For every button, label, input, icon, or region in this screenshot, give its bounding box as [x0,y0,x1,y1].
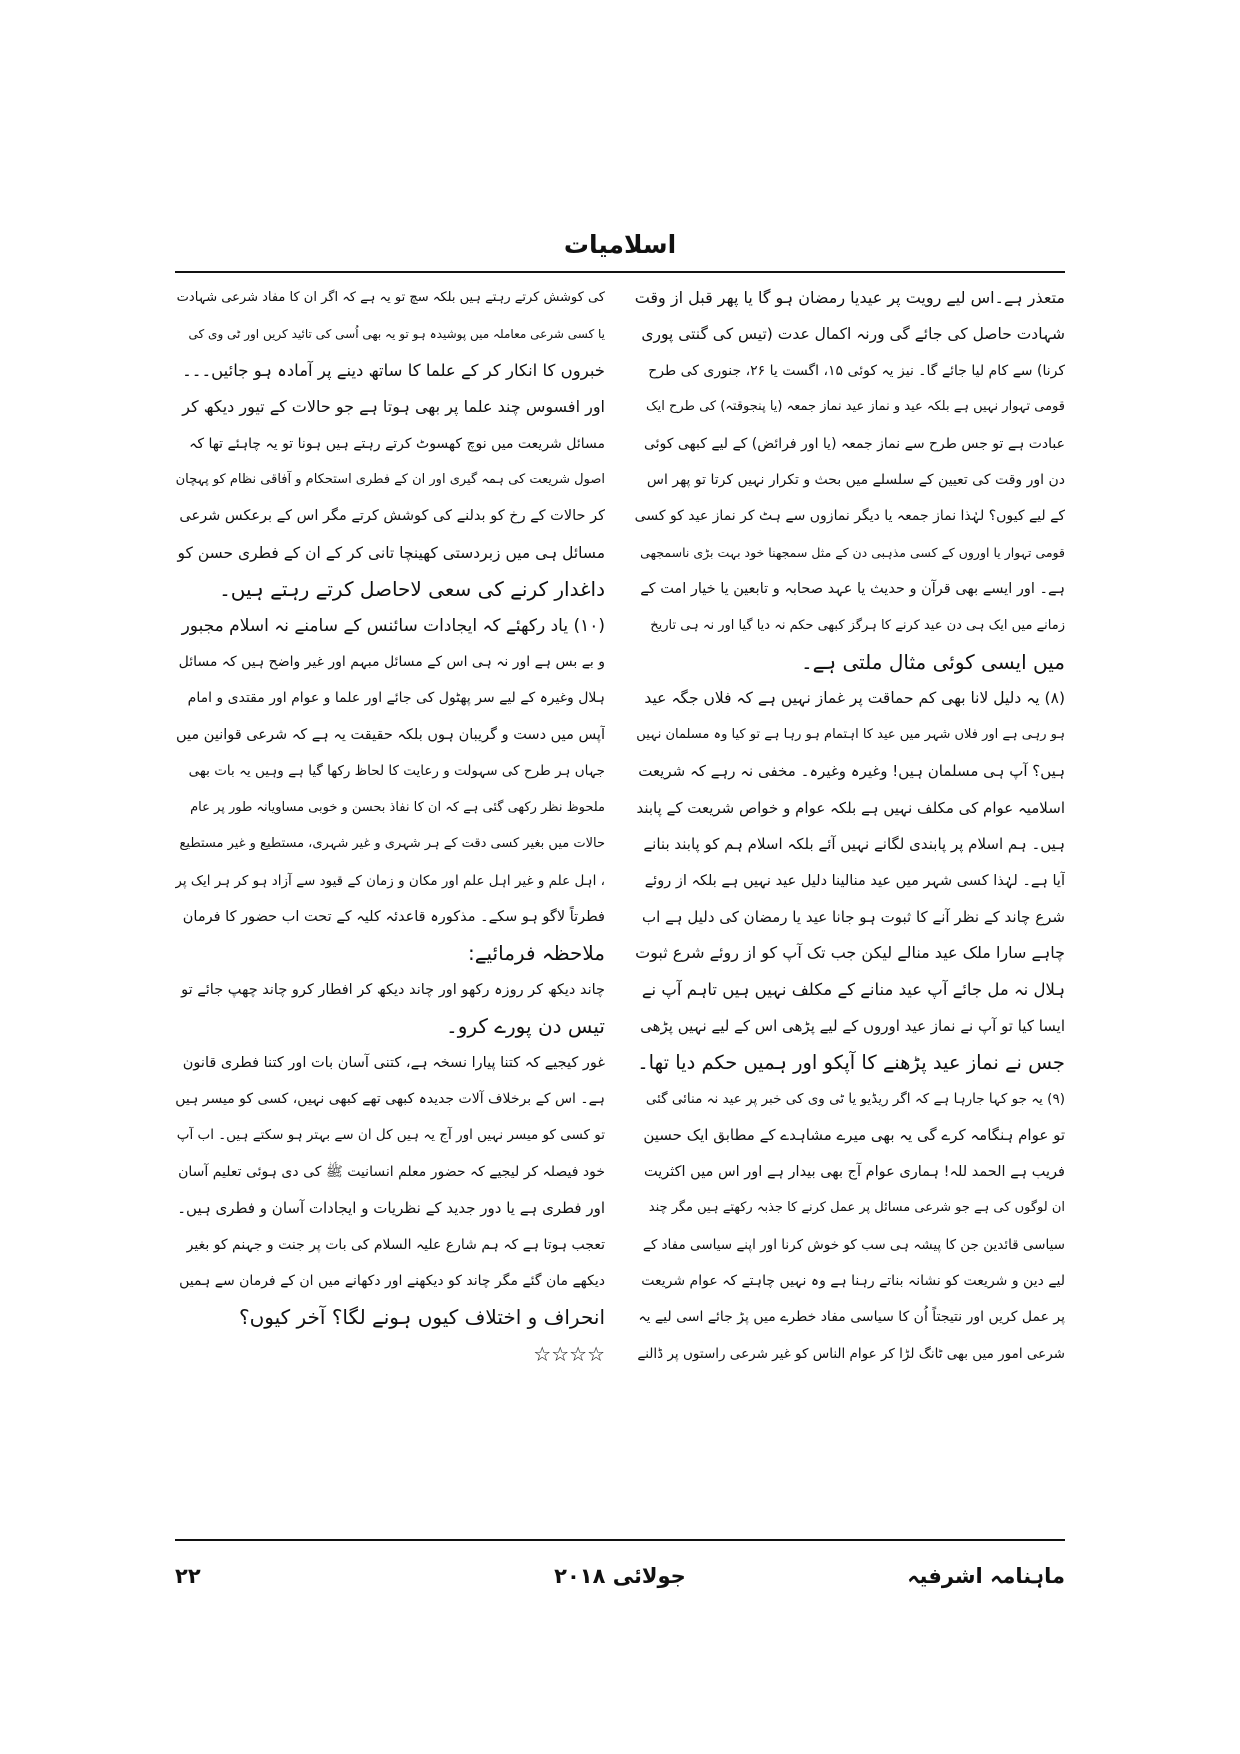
text-line: آیا ہے۔ لہٰذا کسی شہر میں عید منالینا دلیل عید نہیں ہے بلکہ از روئے [644,872,1065,889]
section-title: اسلامیات [563,230,677,259]
magazine-name: ماہنامہ اشرفیہ [907,1564,1065,1588]
text-line: ہلال نہ مل جائے آپ عید منانے کے مکلف نہیں ہیں تاہم آپ نے [641,979,1065,999]
text-line: مسائل شریعت میں نوچ کھسوٹ کرتے رہتے ہیں ہونا تو یہ چاہئے تھا کہ [189,435,605,452]
text-line: تعجب ہوتا ہے کہ ہم شارع علیہ السلام کی بات پر جنت و جہنم کو بغیر [186,1236,605,1253]
right-column [635,280,1065,1372]
text-line: اور افسوس چند علما پر بھی ہوتا ہے جو حالات کے تیور دیکھ کر [182,397,605,417]
text-line: متعذر ہے۔اس لیے رویت پر عیدیا رمضان ہو گا یا پھر قبل از وقت [635,288,1065,307]
text-line: لیے دین و شریعت کو نشانہ بناتے رہنا ہے وہ نہیں چاہتے کہ عوام شریعت [641,1272,1065,1289]
page-footer [175,1556,1065,1596]
text-line: ہو رہی ہے اور فلاں شہر میں عید کا اہتمام ہو رہا ہے تو کیا وہ مسلمان نہیں [636,726,1065,742]
text-line: شرع چاند کے نظر آنے کا ثبوت ہو جانا عید یا رمضان کی دلیل ہے اب [641,907,1065,926]
left-column [175,280,605,1372]
text-line: پر عمل کریں اور نتیجتاً اُن کا سیاسی مفاد خطرے میں پڑ جائے اسی لیے یہ [638,1309,1065,1326]
text-line: ہے۔ اس کے برخلاف آلات جدیدہ کبھی تھے کبھی نہیں، کسی کو میسر ہیں [175,1090,605,1107]
text-line: و بے بس ہے اور نہ ہی اس کے مسائل مبہم اور غیر واضح ہیں کہ مسائل [178,654,605,671]
text-line: تو عوام ہنگامہ کرے گی یہ بھی میرے مشاہدے کے مطابق ایک حسین [643,1126,1065,1145]
text-line: کر حالات کے رخ کو بدلنے کی کوشش کرتے مگر اس کے برعکس شرعی [179,508,605,525]
text-line: دیکھے مان گئے مگر چاند کو دیکھنے اور دکھانے میں ان کے فرمان سے ہمیں [179,1272,605,1289]
text-line: ملحوظ نظر رکھی گئی ہے کہ ان کا نفاذ بحسن و خوبی مساویانہ طور پر عام [190,799,605,815]
text-line: (۸) یہ دلیل لانا بھی کم حماقت پر غماز نہیں ہے کہ فلاں جگہ عید [644,689,1065,708]
text-line: چاہے سارا ملک عید منالے لیکن جب تک آپ کو از روئے شرع ثبوت [635,943,1065,963]
text-line: فریب ہے الحمد للہ! ہماری عوام آج بھی بیدار ہے اور اس میں اکثریت [643,1163,1065,1180]
text-line: کرنا) سے کام لیا جائے گا۔ نیز یہ کوئی ۱۵، اگست یا ۲۶، جنوری کی طرح [648,362,1065,379]
text-line: (۹) یہ جو کہا جارہا ہے کہ اگر ریڈیو یا ٹی وی کی خبر پر عید نہ منائی گئی [645,1090,1065,1107]
text-line: زمانے میں ایک ہی دن عید کرنے کا ہرگز کبھی حکم نہ دیا گیا اور نہ ہی تاریخ [650,617,1065,633]
issue-date: جولائی ۲۰۱۸ [554,1564,686,1588]
text-line: ہلال وغیرہ کے لیے سر پھٹول کی جائے اور علما و عوام اور مقتدی و امام [187,690,605,707]
text-line: خود فیصلہ کر لیجیے کہ حضور معلم انسانیت ﷺ کی دی ہوئی تعلیم آسان [178,1163,605,1180]
text-line: ہیں؟ آپ ہی مسلمان ہیں! وغیرہ وغیرہ۔ مخفی نہ رہے کہ شریعت [638,762,1065,781]
text-line: اور فطری ہے یا دور جدید کے نظریات و ایجادات آسان و فطری ہیں۔ [177,1199,605,1218]
text-line: حالات میں بغیر کسی دقت کے ہر شہری و غیر شہری، مستطیع و غیر مستطیع [179,836,605,852]
text-line: مسائل ہی میں زبردستی کھینچا تانی کر کے ان کے فطری حسن کو [177,543,605,562]
text-line: سیاسی قائدین جن کا پیشہ ہی سب کو خوش کرنا اور اپنے سیاسی مفاد کے [642,1236,1065,1253]
text-line: کی کوشش کرتے رہتے ہیں بلکہ سچ تو یہ ہے کہ اگر ان کا مفاد شرعی شہادت [176,290,605,305]
text-line: تو کسی کو میسر نہیں اور آج یہ ہیں کل ان سے بہتر ہو سکتے ہیں۔ اب آپ [176,1127,605,1144]
text-line: انحراف و اختلاف کیوں ہونے لگا؟ آخر کیوں؟ [238,1305,605,1330]
text-line: شہادت حاصل کی جائے گی ورنہ اکمال عدت (تیس کی گنتی پوری [641,325,1065,344]
text-line: ان لوگوں کی ہے جو شرعی مسائل پر عمل کرنے کا جذبہ رکھتے ہیں مگر چند [648,1200,1065,1216]
text-line: کے لیے کیوں؟ لہٰذا نماز جمعہ یا دیگر نمازوں سے ہٹ کر نماز عید کو کسی [635,508,1065,525]
text-line: میں ایسی کوئی مثال ملتی ہے۔ [800,650,1065,675]
text-line: خبروں کا انکار کر کے علما کا ساتھ دینے پر آمادہ ہو جائیں۔۔۔ [182,360,605,380]
text-line: شرعی امور میں بھی ٹانگ لڑا کر عوام الناس کو غیر شرعی راستوں پر ڈالنے [637,1345,1065,1362]
text-line: ہیں۔ ہم اسلام پر پابندی لگانے نہیں آئے بلکہ اسلام ہم کو پابند بنانے [643,835,1065,854]
text-line: آپس میں دست و گریبان ہوں بلکہ حقیقت یہ ہے کہ شرعی قوانین میں [176,726,605,743]
text-line: جس نے نماز عید پڑھنے کا آپکو اور ہمیں حکم دیا تھا۔ [637,1050,1065,1074]
text-line: چاند دیکھ کر روزہ رکھو اور چاند دیکھ کر افطار کرو چاند چھپ جائے تو [181,981,605,998]
text-line: ایسا کیا تو آپ نے نماز عید اوروں کے لیے پڑھی اس کے لیے نہیں پڑھی [640,1017,1065,1036]
text-line: قومی تہوار یا اوروں کے کسی مذہبی دن کے مثل سمجھنا خود بہت بڑی ناسمجھی [640,544,1065,560]
header-divider [175,271,1065,273]
end-ornament: ☆☆☆☆ [533,1341,605,1366]
text-line: تیس دن پورے کرو۔ [446,1014,605,1039]
text-line: دن اور وقت کی تعیین کے سلسلے میں بحث و تکرار نہیں کرتا تو پھر اس [646,472,1065,489]
text-line: غور کیجیے کہ کتنا پیارا نسخہ ہے، کتنی آسان بات اور کتنا فطری قانون [182,1054,605,1071]
text-line: ، اہل علم و غیر اہل علم اور مکان و زمان کے قیود سے آزاد ہو کر ہر ایک پر [175,872,605,889]
text-line: عبادت ہے تو جس طرح سے نماز جمعہ (یا اور فرائض) کے لیے کبھی کوئی [643,435,1065,452]
text-line: (۱۰) یاد رکھئے کہ ایجادات سائنس کے سامنے نہ اسلام مجبور [181,615,605,636]
text-line: یا کسی شرعی معاملہ میں پوشیدہ ہو تو یہ بھی اُسی کی تائید کریں اور ٹی وی کی [188,327,605,342]
text-line: فطرتاً لاگو ہو سکے۔ مذکورہ قاعدئہ کلیہ کے تحت اب حضور کا فرمان [182,908,605,925]
text-line: داغدار کرنے کی سعی لاحاصل کرتے رہتے ہیں۔ [219,577,605,602]
text-line: ملاحظہ فرمائیے: [468,941,605,966]
page-number: ۲۲ [175,1564,201,1588]
text-line: اصول شریعت کی ہمہ گیری اور ان کے فطری استحکام و آفاقی نظام کو پہچان [175,472,605,488]
text-line: جہاں ہر طرح کی سہولت و رعایت کا لحاظ رکھا گیا ہے وہیں یہ بات بھی [188,763,605,780]
text-line: ہے۔ اور ایسے بھی قرآن و حدیث یا عہد صحابہ و تابعین یا خیار امت کے [640,581,1065,598]
footer-divider [175,1539,1065,1541]
text-line: قومی تہوار نہیں ہے بلکہ عید و نماز عید نماز جمعہ (یا پنجوقتہ) کی طرح ایک [646,399,1065,415]
text-line: اسلامیہ عوام کی مکلف نہیں ہے بلکہ عوام و خواص شریعت کے پابند [636,798,1065,817]
